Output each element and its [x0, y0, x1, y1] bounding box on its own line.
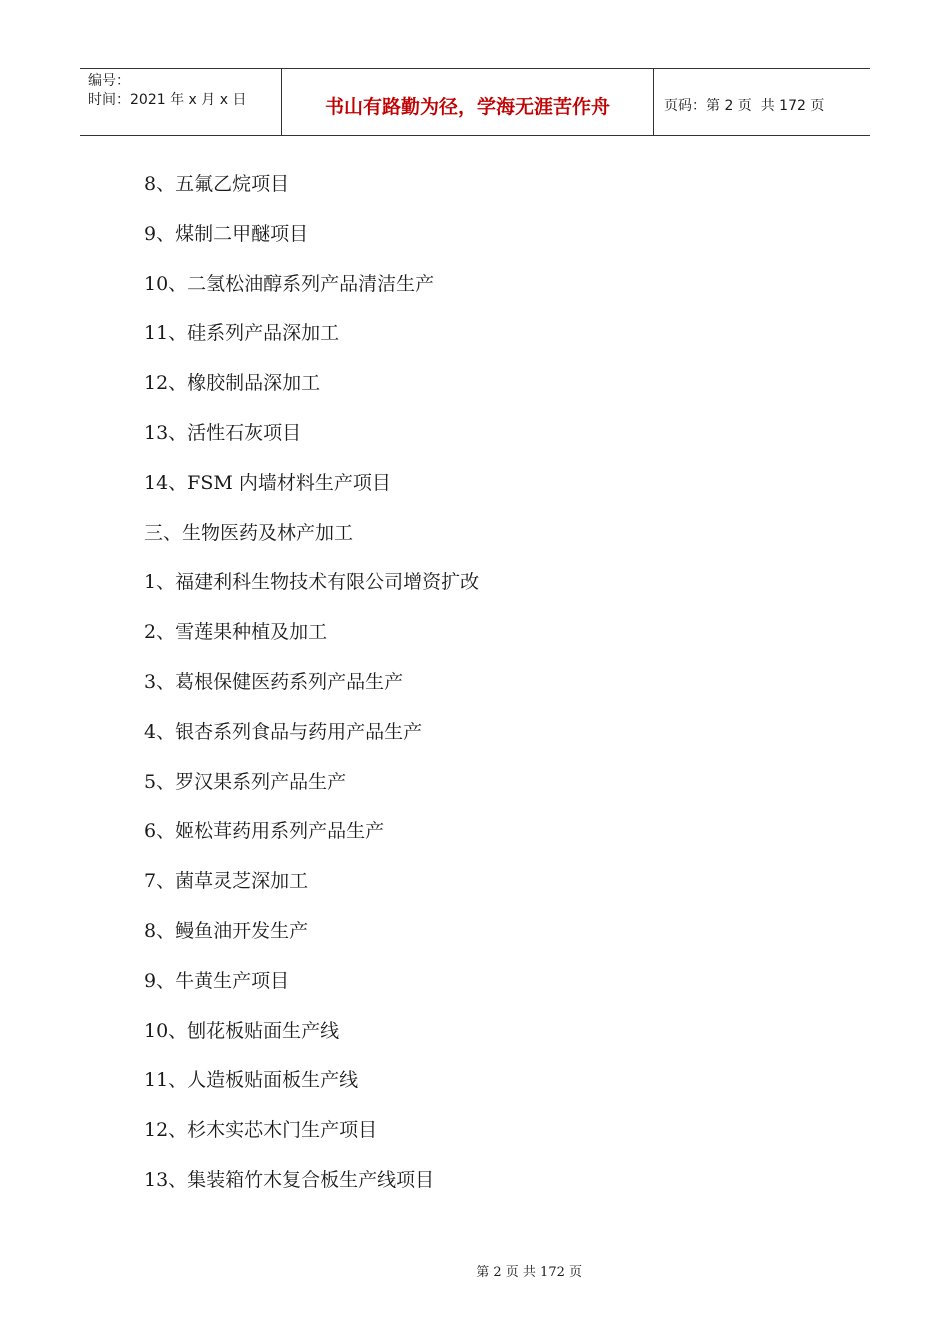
list-item: 4、银杏系列食品与药用产品生产 — [144, 720, 423, 743]
footer-page-number: 第 2 页 共 172 页 — [476, 1265, 582, 1280]
section-heading: 三、生物医药及林产加工 — [144, 521, 354, 544]
project-list — [144, 160, 844, 1206]
list-item: 6、姬松茸药用系列产品生产 — [144, 820, 385, 843]
document-number-label: 编号： — [88, 73, 130, 89]
list-item: 8、鳗鱼油开发生产 — [144, 919, 309, 942]
page-footer — [0, 1246, 950, 1280]
header-motto — [282, 69, 654, 135]
list-item: 5、罗汉果系列产品生产 — [144, 770, 347, 793]
header-meta — [80, 69, 282, 135]
list-item: 7、菌草灵芝深加工 — [144, 870, 309, 893]
header-page-info — [654, 69, 870, 135]
motto-text: 书山有路勤为径，学海无涯苦作舟 — [324, 95, 610, 118]
list-item: 14、FSM 内墙材料生产项目 — [144, 471, 391, 494]
page-header — [80, 68, 870, 136]
document-time-label: 时间：2021 年 x 月 x 日 — [88, 92, 247, 108]
list-item: 2、雪莲果种植及加工 — [144, 621, 328, 644]
list-item: 11、人造板贴面板生产线 — [144, 1069, 359, 1092]
list-item: 13、活性石灰项目 — [144, 421, 302, 444]
list-item: 13、集装箱竹木复合板生产线项目 — [144, 1168, 435, 1191]
list-item: 12、杉木实芯木门生产项目 — [144, 1119, 378, 1142]
list-item: 9、牛黄生产项目 — [144, 969, 290, 992]
list-item: 10、刨花板贴面生产线 — [144, 1019, 340, 1042]
list-item: 8、五氟乙烷项目 — [144, 173, 290, 195]
list-item: 12、橡胶制品深加工 — [144, 372, 321, 395]
list-item: 1、福建利科生物技术有限公司增资扩改 — [144, 571, 480, 594]
list-item: 9、煤制二甲醚项目 — [144, 222, 309, 245]
header-page-label: 页码：第 2 页 共 172 页 — [664, 98, 825, 114]
list-item: 11、硅系列产品深加工 — [144, 322, 340, 345]
list-item: 10、二氢松油醇系列产品清洁生产 — [144, 272, 435, 295]
list-item: 3、葛根保健医药系列产品生产 — [144, 670, 404, 693]
